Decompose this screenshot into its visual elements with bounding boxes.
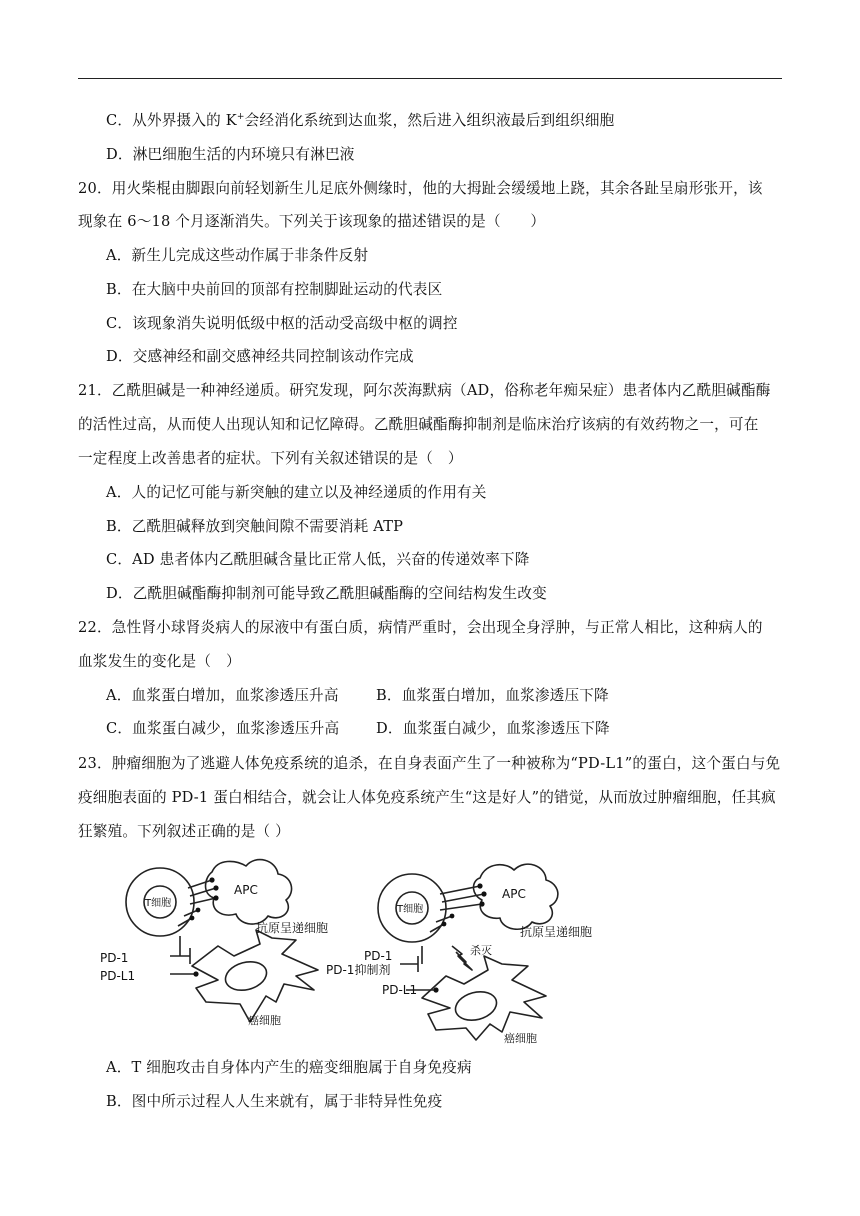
pdl1-label-left: PD-L1 [100, 969, 136, 983]
q23-stem-line1: 23．肿瘤细胞为了逃避人体免疫系统的追杀，在自身表面产生了一种被称为“PD-L1”的蛋白，这个蛋白与免 [78, 755, 781, 772]
apc-caption-left: 抗原呈递细胞 [256, 921, 329, 935]
q22-stem-line1: 22．急性肾小球肾炎病人的尿液中有蛋白质，病情严重时，会出现全身浮肿，与正常人相比，这种病人的 [78, 619, 763, 636]
q19-option-d: D．淋巴细胞生活的内环境只有淋巴液 [106, 146, 355, 163]
q22-option-a: A．血浆蛋白增加，血浆渗透压升高 [106, 687, 339, 704]
q20-stem-line1: 20．用火柴棍由脚跟向前轻划新生儿足底外侧缘时，他的大拇趾会缓缓地上跷，其余各趾呈扇形张开，该 [78, 180, 763, 197]
q23-option-a: A．T 细胞攻击自身体内产生的癌变细胞属于自身免疫病 [106, 1059, 472, 1076]
q21-option-a: A．人的记忆可能与新突触的建立以及神经递质的作用有关 [106, 484, 487, 501]
apc-label-left: APC [234, 883, 258, 897]
q22-option-b: B．血浆蛋白增加，血浆渗透压下降 [376, 687, 609, 704]
apc-caption-right: 抗原呈递细胞 [520, 925, 593, 939]
q20-option-d: D．交感神经和副交感神经共同控制该动作完成 [106, 348, 414, 365]
inhibitor-label-right: PD-1抑制剂 [326, 963, 391, 977]
t-cell-label-left: T细胞 [145, 898, 172, 909]
q22-stem-line2: 血浆发生的变化是（ ） [78, 653, 241, 670]
cancer-nucleus-left [226, 962, 267, 990]
q23-stem-line2: 疫细胞表面的 PD-1 蛋白相结合，就会让人体免疫系统产生“这是好人”的错觉，从而放过肿瘤细胞，任其疯 [78, 789, 776, 806]
q21-option-d: D．乙酰胆碱酯酶抑制剂可能导致乙酰胆碱酯酶的空间结构发生改变 [106, 585, 547, 602]
q20-option-b: B．在大脑中央前回的顶部有控制脚趾运动的代表区 [106, 281, 443, 298]
q20-option-c: C．该现象消失说明低级中枢的活动受高级中枢的调控 [106, 315, 458, 332]
pd1-label-right: PD-1 [364, 949, 393, 963]
q20-stem-line2: 现象在 6～18 个月逐渐消失。下列关于该现象的描述错误的是（ ） [78, 213, 546, 230]
kill-label-right: 杀灭 [470, 944, 492, 957]
apc-label-right: APC [502, 887, 526, 901]
header-rule [78, 78, 782, 79]
q21-stem-line2: 的活性过高，从而使人出现认知和记忆障碍。乙酰胆碱酯酶抑制剂是临床治疗该病的有效药物之一，可在 [78, 416, 759, 433]
q19-option-c: C．从外界摄入的 K+会经消化系统到达血浆，然后进入组织液最后到组织细胞 [106, 112, 615, 129]
q22-option-c: C．血浆蛋白减少，血浆渗透压升高 [106, 720, 340, 737]
pdl1-label-right: PD-L1 [382, 983, 418, 997]
cancer-label-right: 癌细胞 [504, 1032, 537, 1044]
cancer-cell-right [422, 956, 546, 1040]
cancer-label-left: 癌细胞 [248, 1014, 281, 1027]
cancer-cell-left [192, 930, 318, 1022]
q21-option-b: B．乙酰胆碱释放到突触间隙不需要消耗 ATP [106, 518, 404, 535]
q20-option-a: A．新生儿完成这些动作属于非条件反射 [106, 247, 369, 264]
immune-diagram [100, 852, 620, 1044]
q22-option-d: D．血浆蛋白减少，血浆渗透压下降 [376, 720, 610, 737]
q21-stem-line1: 21．乙酰胆碱是一种神经递质。研究发现，阿尔茨海默病（AD，俗称老年痴呆症）患者体内乙酰胆碱酯酶 [78, 382, 771, 399]
pd1-label-left: PD-1 [100, 951, 129, 965]
cancer-nucleus-right [456, 992, 497, 1020]
q21-stem-line3: 一定程度上改善患者的症状。下列有关叙述错误的是（ ） [78, 450, 463, 467]
t-cell-label-right: T细胞 [397, 904, 424, 915]
q21-option-c: C．AD 患者体内乙酰胆碱含量比正常人低，兴奋的传递效率下降 [106, 551, 530, 568]
q23-option-b: B．图中所示过程人人生来就有，属于非特异性免疫 [106, 1093, 443, 1110]
kill-arrow [452, 946, 472, 970]
q23-stem-line3: 狂繁殖。下列叙述正确的是（ ） [78, 823, 290, 840]
